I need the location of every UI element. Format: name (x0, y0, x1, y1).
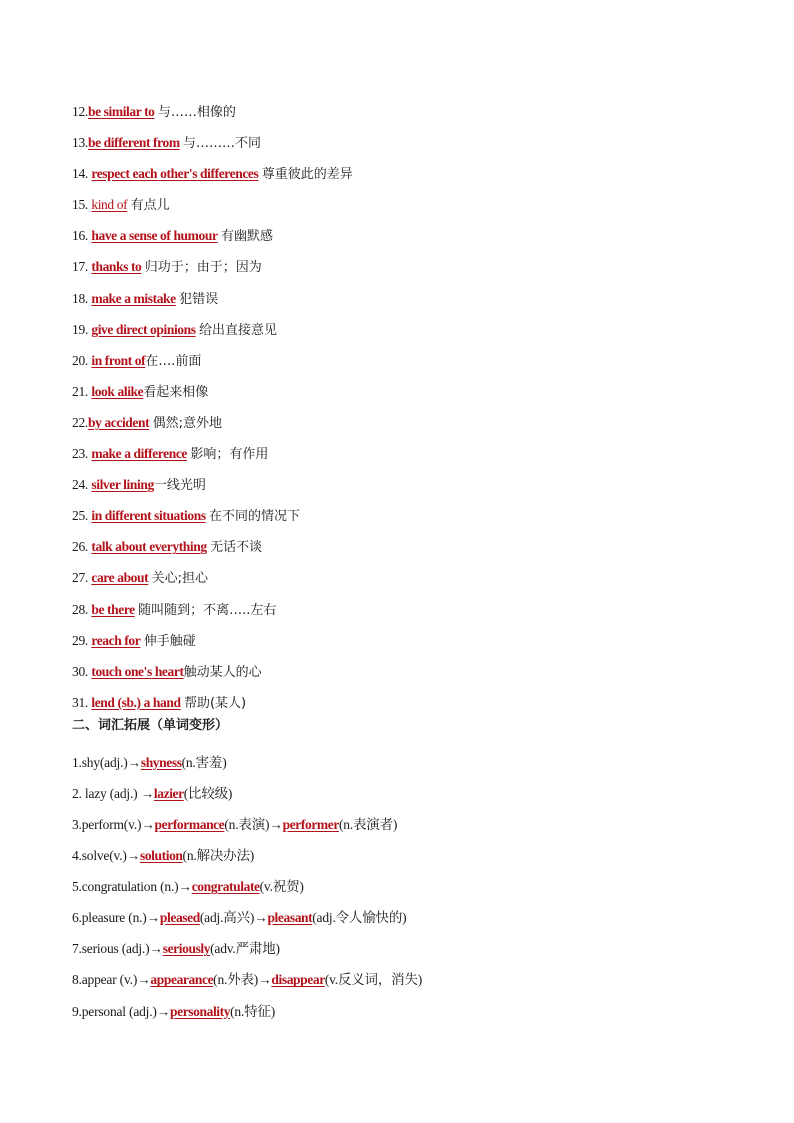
phrase-answer: kind of (91, 197, 128, 213)
expansion-text: (n.特征) (230, 1003, 276, 1019)
expansion-text: (adj.令人愉快的) (312, 910, 407, 926)
phrase-meaning: 与………不同 (183, 136, 262, 152)
phrase-meaning: 在….前面 (145, 353, 202, 369)
phrase-meaning: 关心;担心 (151, 571, 208, 587)
expansion-item (72, 907, 732, 938)
phrase-meaning: 尊重彼此的差异 (261, 167, 353, 183)
expansion-item (72, 814, 732, 845)
phrase-item (72, 101, 732, 132)
expansion-answer: solution (139, 848, 183, 864)
expansion-text: (v.反义词，消失) (324, 972, 423, 988)
phrase-meaning: 归功于；由于；因为 (144, 260, 262, 276)
expansion-answer: pleasant (267, 910, 313, 926)
phrase-item (72, 256, 732, 287)
phrase-item (72, 505, 732, 536)
phrase-item (72, 381, 732, 412)
expansion-answer: performer (282, 816, 339, 832)
phrase-item (72, 225, 732, 256)
phrase-number: 23. (72, 446, 88, 462)
phrase-item (72, 661, 732, 692)
phrase-number: 26. (72, 539, 88, 555)
phrase-number: 27. (72, 570, 88, 586)
phrase-item (72, 350, 732, 381)
phrase-number: 20. (72, 352, 88, 368)
phrase-answer: thanks to (91, 259, 142, 275)
expansion-text: 7.serious (adj.)→ (72, 941, 163, 957)
expansion-answer: personality (170, 1003, 231, 1019)
phrase-number: 29. (72, 632, 88, 648)
phrase-number: 14. (72, 166, 88, 182)
expansion-item (72, 845, 732, 876)
phrase-meaning: 无话不谈 (210, 540, 263, 556)
expansion-text: 3.perform(v.)→ (72, 816, 155, 832)
expansion-answer: seriously (162, 941, 211, 957)
phrase-list (72, 101, 732, 718)
phrase-meaning: 随叫随到；不离…..左右 (138, 602, 277, 618)
phrase-meaning: 有幽默感 (220, 229, 273, 245)
phrase-meaning: 一线光明 (153, 478, 206, 494)
expansion-answer: disappear (271, 972, 325, 988)
phrase-number: 24. (72, 477, 88, 493)
expansion-text: (v.祝贺) (259, 879, 304, 895)
expansion-answer: appearance (150, 972, 214, 988)
phrase-answer: have a sense of humour (91, 228, 218, 244)
phrase-answer: be similar to (87, 104, 155, 119)
phrase-answer: make a difference (91, 446, 188, 462)
phrase-answer: lend (sb.) a hand (91, 694, 181, 710)
phrase-number: 25. (72, 508, 88, 524)
phrase-number: 22. (72, 414, 88, 430)
expansion-text: 8.appear (v.)→ (72, 972, 151, 988)
expansion-text: (n.表演)→ (224, 816, 283, 832)
expansion-item (72, 969, 732, 1000)
expansion-answer: performance (154, 816, 225, 832)
phrase-meaning: 偶然;意外地 (152, 415, 222, 431)
section-heading: 二、词汇拓展（单词变形） (72, 717, 229, 733)
phrase-meaning: 给出直接意见 (199, 322, 278, 338)
phrase-item (72, 132, 732, 163)
phrase-item (72, 194, 732, 225)
phrase-item (72, 163, 732, 194)
phrase-answer: in different situations (91, 508, 206, 524)
phrase-item (72, 630, 732, 661)
phrase-number: 17. (72, 259, 88, 275)
phrase-item (72, 599, 732, 630)
expansion-text: (n.解决办法) (182, 848, 255, 864)
expansion-answer: lazier (153, 785, 184, 801)
expansion-text: 2. lazy (adj.) → (72, 785, 154, 801)
phrase-item (72, 412, 732, 443)
expansion-text: (adv.严肃地) (210, 941, 280, 957)
phrase-number: 21. (72, 383, 88, 399)
phrase-answer: give direct opinions (91, 321, 196, 337)
phrase-number: 16. (72, 228, 88, 244)
expansion-item (72, 1001, 732, 1032)
worksheet-page (72, 101, 732, 1032)
phrase-number: 18. (72, 290, 88, 306)
phrase-answer: touch one's heart (91, 663, 184, 679)
expansion-text: 4.solve(v.)→ (72, 848, 140, 864)
phrase-meaning: 触动某人的心 (183, 664, 262, 680)
phrase-item (72, 288, 732, 319)
phrase-number: 31. (72, 694, 88, 710)
phrase-number: 19. (72, 321, 88, 337)
phrase-answer: talk about everything (91, 539, 207, 555)
expansion-text: (比较级) (183, 785, 233, 801)
expansion-text: 9.personal (adj.)→ (72, 1003, 170, 1019)
phrase-meaning: 帮助(某人) (183, 695, 247, 711)
phrase-item (72, 692, 732, 718)
phrase-answer: look alike (91, 383, 144, 399)
phrase-meaning: 与……相像的 (157, 105, 236, 120)
phrase-item (72, 319, 732, 350)
phrase-answer: be there (91, 601, 135, 617)
expansion-item (72, 938, 732, 969)
phrase-item (72, 474, 732, 505)
expansion-text: 6.pleasure (n.)→ (72, 910, 160, 926)
phrase-meaning: 犯错误 (179, 291, 219, 307)
phrase-meaning: 伸手触碰 (143, 633, 196, 649)
expansion-text: (n.表演者) (338, 816, 398, 832)
phrase-item (72, 443, 732, 474)
expansion-item (72, 752, 732, 783)
phrase-number: 30. (72, 663, 88, 679)
phrase-item (72, 536, 732, 567)
phrase-answer: care about (91, 570, 149, 586)
phrase-answer: silver lining (91, 477, 154, 493)
expansion-item (72, 876, 732, 907)
phrase-meaning: 影响；有作用 (190, 447, 269, 463)
expansion-text: (adj.高兴)→ (199, 910, 268, 926)
expansion-answer: shyness (140, 754, 182, 770)
phrase-number: 12. (72, 104, 88, 119)
phrase-meaning: 在不同的情况下 (209, 509, 301, 525)
word-expansion-list (72, 752, 732, 1032)
phrase-number: 13. (72, 135, 88, 151)
phrase-answer: make a mistake (91, 290, 176, 306)
expansion-text: (n.害羞) (181, 754, 227, 770)
phrase-number: 15. (72, 197, 88, 213)
expansion-item (72, 783, 732, 814)
phrase-number: 28. (72, 601, 88, 617)
expansion-answer: congratulate (191, 879, 260, 895)
expansion-text: 5.congratulation (n.)→ (72, 879, 192, 895)
phrase-answer: be different from (87, 135, 180, 151)
phrase-answer: by accident (87, 414, 150, 430)
expansion-text: 1.shy(adj.)→ (72, 754, 141, 770)
expansion-answer: pleased (159, 910, 200, 926)
phrase-answer: respect each other's differences (91, 166, 259, 182)
expansion-text: (n.外表)→ (213, 972, 272, 988)
phrase-answer: in front of (91, 352, 146, 368)
phrase-meaning: 看起来相像 (143, 384, 209, 400)
phrase-item (72, 567, 732, 598)
phrase-answer: reach for (91, 632, 141, 648)
phrase-meaning: 有点儿 (130, 198, 170, 214)
